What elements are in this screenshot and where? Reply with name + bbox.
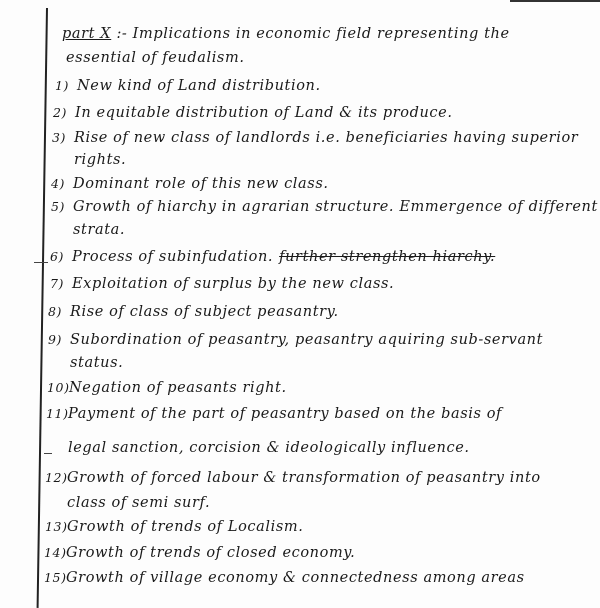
item-text: Subordination of peasantry, peasantry aquiring sub-servant: [70, 332, 544, 348]
item-text: class of semi surf.: [67, 495, 211, 511]
list-item: [51, 199, 598, 215]
item-text: strata.: [73, 222, 126, 238]
list-item: [45, 470, 541, 486]
list-item: [50, 276, 394, 292]
item-number: 7): [50, 276, 65, 291]
list-item: [55, 78, 321, 94]
item-text: rights.: [74, 152, 127, 168]
item-text: In equitable distribution of Land & its produce.: [75, 105, 453, 121]
item-number: 10): [47, 380, 70, 395]
list-item: [53, 105, 453, 121]
item-text: Growth of forced labour & transformation of peasantry into: [67, 470, 541, 486]
list-item: [45, 519, 303, 535]
list-item: [52, 130, 578, 146]
item-text: Payment of the part of peasantry based on the basis of: [68, 406, 503, 422]
item-text: status.: [70, 355, 124, 371]
list-item: [48, 304, 339, 320]
item-number: 5): [51, 199, 66, 214]
item-number: 2): [53, 105, 68, 120]
item-number: 1): [55, 78, 70, 93]
list-item-continuation: [74, 152, 126, 168]
item-number: 15): [44, 570, 67, 585]
item-text: Growth of village economy & connectedness among areas: [66, 570, 525, 586]
list-item-continuation: [70, 355, 123, 371]
item-text: Process of subinfudation.: [72, 249, 274, 265]
part-label: part X: [62, 26, 112, 42]
item-number: 6): [50, 249, 65, 264]
list-item: [47, 380, 287, 396]
margin-mark: [44, 453, 52, 454]
item-text: legal sanction, corcision & ideologically influence.: [68, 440, 470, 456]
item-number: 12): [45, 470, 68, 485]
list-item: [44, 570, 525, 586]
list-item-continuation: [67, 495, 210, 511]
item-text: Growth of trends of closed economy.: [66, 545, 356, 561]
list-item-continuation: [68, 440, 470, 456]
list-item: [51, 176, 329, 192]
scan-edge-mark: [510, 0, 600, 2]
item-text: Growth of trends of Localism.: [67, 519, 304, 535]
title-line-2: essential of feudalism.: [66, 50, 245, 66]
item-text: Dominant role of this new class.: [73, 176, 329, 192]
item-number: 9): [48, 332, 63, 347]
list-item: [46, 406, 502, 422]
separator: :-: [116, 26, 128, 42]
item-text: Rise of new class of landlords i.e. beneficiaries having superior: [74, 130, 579, 146]
item-number: 14): [44, 545, 67, 560]
item-number: 11): [46, 406, 69, 421]
item-number: 13): [45, 519, 68, 534]
list-item-continuation: [73, 222, 125, 238]
item-text: Negation of peasants right.: [69, 380, 287, 396]
margin-line: [37, 8, 48, 608]
item-text: Rise of class of subject peasantry.: [70, 304, 339, 320]
item-number: 3): [52, 130, 67, 145]
list-item: [50, 249, 495, 265]
title-line-1: Implications in economic field representing the: [132, 26, 510, 42]
margin-mark: [34, 262, 48, 263]
item-text: Exploitation of surplus by the new class.: [72, 276, 395, 292]
list-item: [48, 332, 543, 348]
item-text: Growth of hiarchy in agrarian structure. Emmergence of different: [73, 199, 598, 215]
item-number: 8): [48, 304, 63, 319]
list-item: [44, 545, 355, 561]
item-text: New kind of Land distribution.: [77, 78, 321, 94]
struck-text: further strengthen hiarchy.: [279, 249, 496, 265]
header-line-1: [62, 26, 510, 42]
item-number: 4): [51, 176, 66, 191]
